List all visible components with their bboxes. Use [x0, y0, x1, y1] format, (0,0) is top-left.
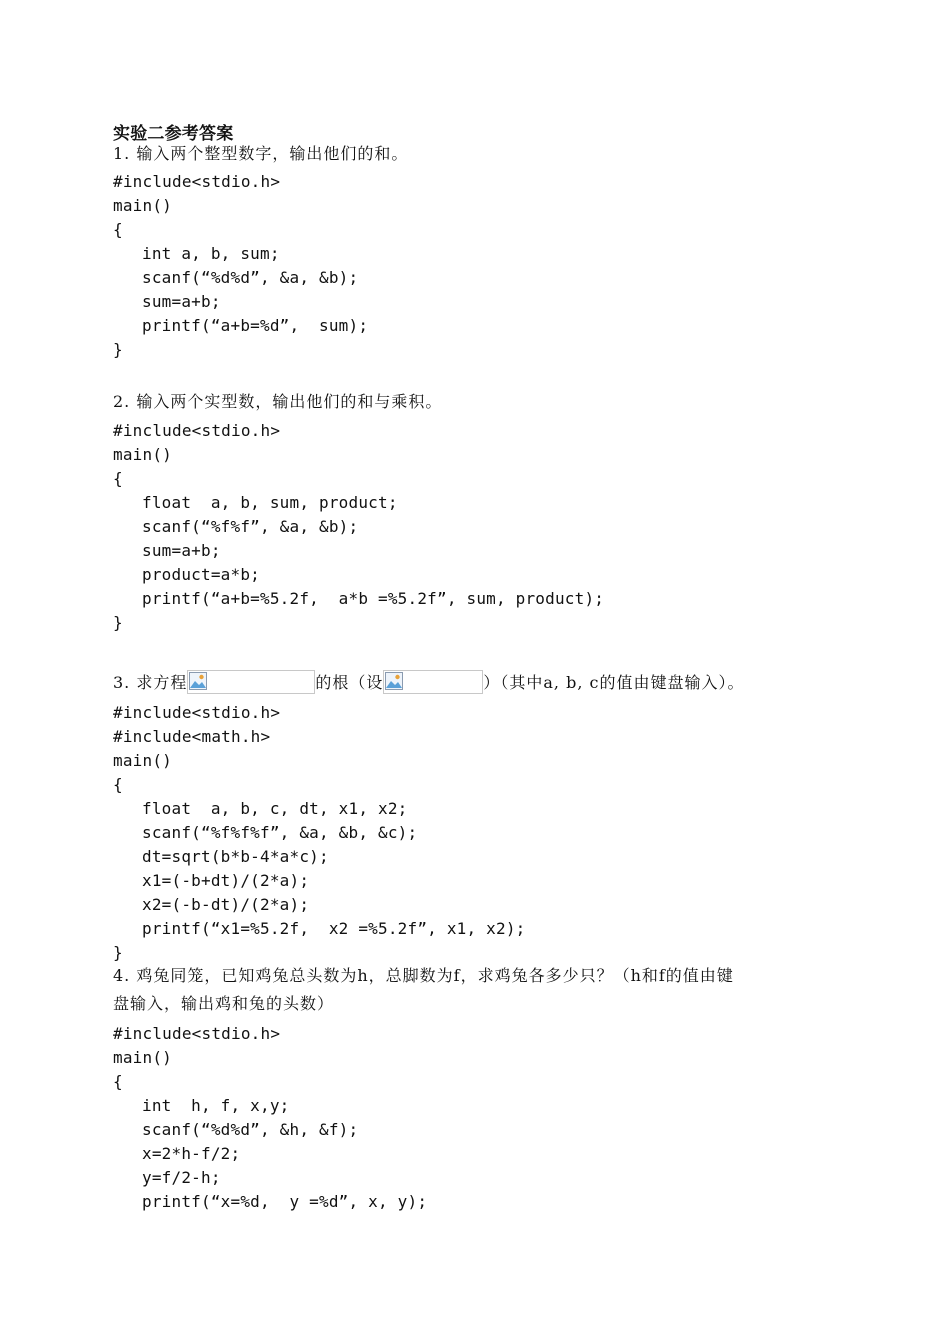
- question-3-suffix: ）（其中a, b, c的值由键盘输入）。: [483, 673, 745, 692]
- code-line: {: [113, 775, 123, 794]
- code-line: sum=a+b;: [142, 292, 221, 311]
- condition-image-placeholder: [383, 670, 483, 694]
- code-line: x2=(-b-dt)/(2*a);: [142, 895, 310, 914]
- code-line: #include<stdio.h>: [113, 1024, 281, 1043]
- code-line: scanf(“%f%f”, &a, &b);: [142, 517, 359, 536]
- question-4-text-line1: 4. 鸡兔同笼，已知鸡兔总头数为h，总脚数为f，求鸡兔各多少只？（h和f的值由键: [113, 966, 734, 985]
- code-line: dt=sqrt(b*b-4*a*c);: [142, 847, 329, 866]
- equation-image-placeholder: [187, 670, 315, 694]
- code-line: x=2*h-f/2;: [142, 1144, 241, 1163]
- code-line: }: [113, 943, 123, 962]
- code-line: x1=(-b+dt)/(2*a);: [142, 871, 310, 890]
- code-line: product=a*b;: [142, 565, 260, 584]
- code-line: #include<stdio.h>: [113, 421, 281, 440]
- code-line: float a, b, sum, product;: [142, 493, 398, 512]
- code-line: y=f/2-h;: [142, 1168, 221, 1187]
- question-3-middle: 的根（设: [315, 673, 384, 692]
- question-1-text: 1. 输入两个整型数字，输出他们的和。: [113, 144, 409, 163]
- code-line: sum=a+b;: [142, 541, 221, 560]
- code-line: {: [113, 469, 123, 488]
- code-line: {: [113, 1072, 123, 1091]
- question-2-text: 2. 输入两个实型数，输出他们的和与乘积。: [113, 392, 443, 411]
- code-line: printf(“a+b=%d”, sum);: [142, 316, 369, 335]
- question-3-prefix: 3. 求方程: [113, 673, 188, 692]
- code-line: int a, b, sum;: [142, 244, 280, 263]
- code-line: main(): [113, 1048, 172, 1067]
- code-line: main(): [113, 196, 172, 215]
- code-line: #include<stdio.h>: [113, 703, 281, 722]
- code-line: scanf(“%d%d”, &a, &b);: [142, 268, 359, 287]
- code-line: main(): [113, 445, 172, 464]
- code-line: main(): [113, 751, 172, 770]
- code-line: #include<stdio.h>: [113, 172, 281, 191]
- code-line: }: [113, 613, 123, 632]
- code-line: printf(“x=%d, y =%d”, x, y);: [142, 1192, 428, 1211]
- code-line: scanf(“%f%f%f”, &a, &b, &c);: [142, 823, 418, 842]
- question-4-text-line2: 盘输入，输出鸡和兔的头数）: [113, 994, 335, 1013]
- code-line: #include<math.h>: [113, 727, 271, 746]
- question-3-text: [113, 671, 744, 695]
- page-title: 实验二参考答案: [113, 124, 234, 144]
- code-line: int h, f, x,y;: [142, 1096, 290, 1115]
- code-line: printf(“x1=%5.2f, x2 =%5.2f”, x1, x2);: [142, 919, 526, 938]
- code-line: {: [113, 220, 123, 239]
- code-line: float a, b, c, dt, x1, x2;: [142, 799, 408, 818]
- code-line: scanf(“%d%d”, &h, &f);: [142, 1120, 359, 1139]
- code-line: }: [113, 340, 123, 359]
- broken-image-icon: [385, 672, 403, 690]
- code-line: printf(“a+b=%5.2f, a*b =%5.2f”, sum, product);: [142, 589, 605, 608]
- broken-image-icon: [189, 672, 207, 690]
